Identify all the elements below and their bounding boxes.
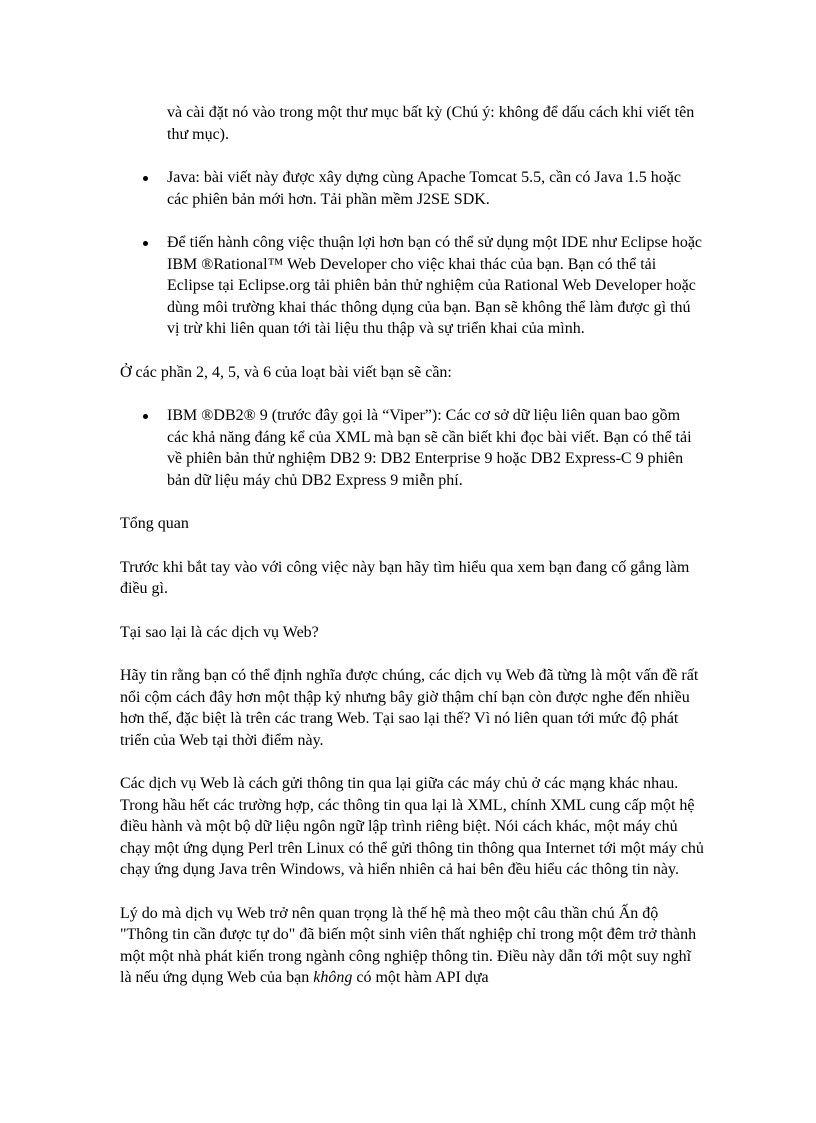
db2-list: [120, 405, 705, 491]
paragraph-overview: Trước khi bắt tay vào với công việc này bạn hãy tìm hiểu qua xem bạn đang cố gắng làm điều gì.: [120, 558, 690, 597]
paragraph-why-3: Lý do mà dịch vụ Web trở nên quan trọng là thế hệ mà theo một câu thần chú Ấn độ "Thông tin cần được tự do" đã biến một sinh viên thất nghiệp chỉ trong một đêm trở thành một một nhà phát kiến trong ngành công nghiệp thông tin. Điều này dẫn tới một suy nghĩ là nếu ứng dụng Web của bạn không có một hàm API dựa: [120, 904, 697, 986]
heading-overview: Tổng quan: [120, 515, 189, 532]
paragraph-why-1: Hãy tin rằng bạn có thể định nghĩa được chúng, các dịch vụ Web đã từng là một vấn đề rất nổi cộm cách đây hơn một thập kỷ nhưng bây giờ thậm chí bạn còn được nghe đến nhiều hơn thế, đặc biệt là trên các trang Web. Tại sao lại thế? Vì nó liên quan tới mức độ phát triển của Web tại thời điểm này.: [120, 667, 699, 749]
list-item: Để tiến hành công việc thuận lợi hơn bạn có thể sử dụng một IDE như Eclipse hoặc IBM ®Rational™ Web Developer cho việc khai thác của bạn. Bạn có thể tải Eclipse tại Eclipse.org tải phiên bản thử nghiệm của Rational Web Developer hoặc dùng môi trường khai thác thông dụng của bạn. Bạn sẽ không thể làm được gì thú vị trừ khi liên quan tới tài liệu thu thập và sự triển khai của mình.: [120, 232, 705, 340]
list-item: IBM ®DB2® 9 (trước đây gọi là “Viper”): Các cơ sở dữ liệu liên quan bao gồm các khả năng đáng kể của XML mà bạn sẽ cần biết khi đọc bài viết. Bạn có thể tải về phiên bản thử nghiệm DB2 9: DB2 Enterprise 9 hoặc DB2 Express-C 9 phiên bản dữ liệu máy chủ DB2 Express 9 miễn phí.: [120, 405, 705, 491]
heading-why-web-services: Tại sao lại là các dịch vụ Web?: [120, 623, 319, 641]
document-page: [120, 102, 705, 989]
bullet-icon: [143, 176, 148, 181]
bullet-icon: [143, 241, 148, 246]
emphasis-text: không: [313, 969, 353, 986]
bullet-icon: [143, 414, 148, 419]
parts-intro: Ở các phần 2, 4, 5, và 6 của loạt bài viết bạn sẽ cần:: [120, 363, 452, 381]
continuation-paragraph: và cài đặt nó vào trong một thư mục bất kỳ (Chú ý: không để dấu cách khi viết tên thư mục).: [167, 104, 695, 143]
paragraph-why-2: Các dịch vụ Web là cách gửi thông tin qua lại giữa các máy chủ ở các mạng khác nhau. Trong hầu hết các trường hợp, các thông tin qua lại là XML, chính XML cung cấp một hệ điều hành và một bộ dữ liệu ngôn ngữ lập trình riêng biệt. Nói cách khác, một máy chủ chạy một ứng dụng Perl trên Linux có thể gửi thông tin thông qua Internet tới một máy chủ chạy ứng dụng Java trên Windows, và hiển nhiên cả hai bên đều hiểu các thông tin này.: [120, 775, 704, 878]
list-item: Java: bài viết này được xây dựng cùng Apache Tomcat 5.5, cần có Java 1.5 hoặc các phiên bản mới hơn. Tải phần mềm J2SE SDK.: [120, 167, 705, 210]
requirements-list: [120, 167, 705, 340]
